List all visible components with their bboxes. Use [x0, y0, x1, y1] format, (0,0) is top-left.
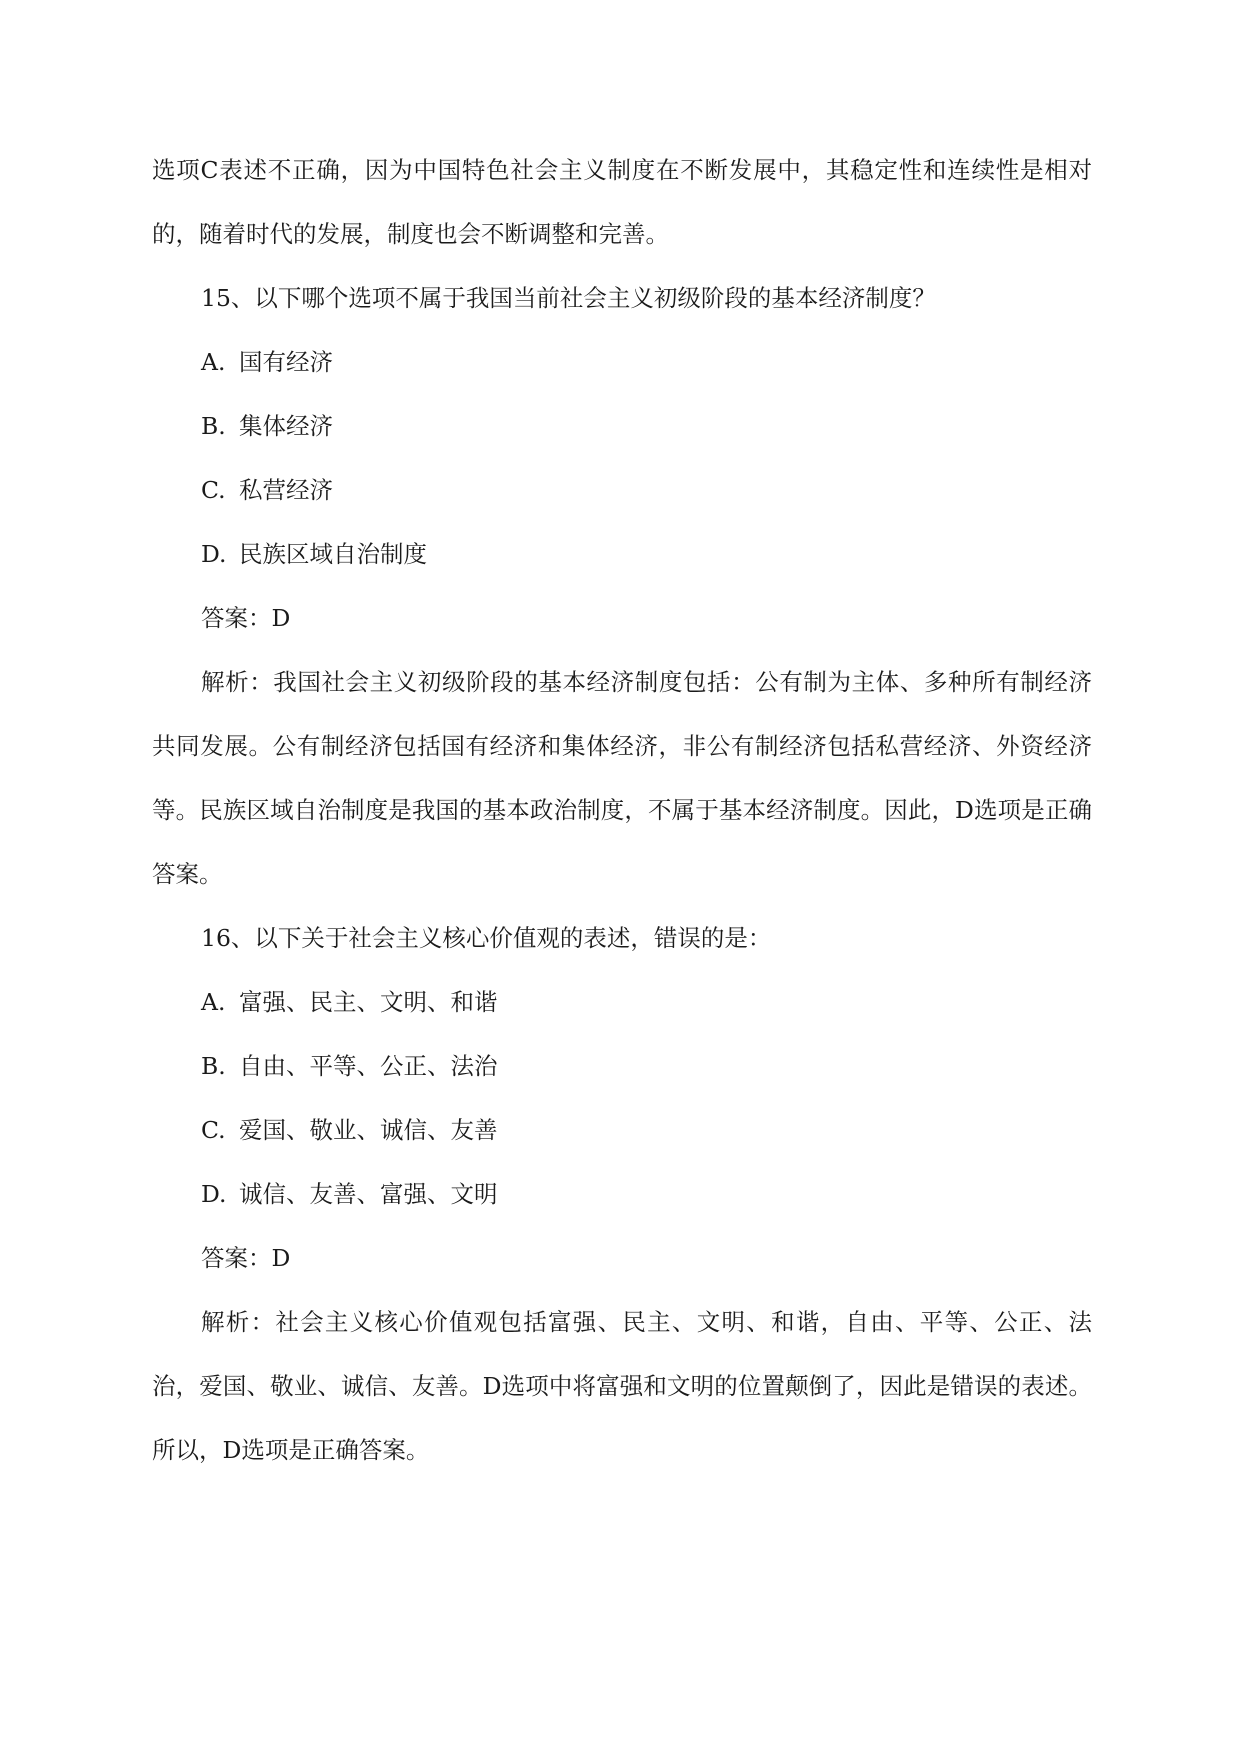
option-text: 诚信、友善、富强、文明 — [239, 1180, 498, 1208]
question-16: 16、以下关于社会主义核心价值观的表述，错误的是： — [201, 924, 772, 952]
option-letter: C. — [201, 1116, 226, 1144]
option-text: 集体经济 — [239, 412, 333, 440]
q15-option-a — [152, 330, 1092, 394]
option-text: 私营经济 — [239, 476, 333, 504]
option-letter: D. — [201, 540, 227, 568]
option-letter: B. — [201, 1052, 226, 1080]
option-letter: A. — [201, 348, 226, 376]
q15-answer: 答案：D — [201, 604, 291, 632]
option-letter: A. — [201, 988, 226, 1016]
option-letter: B. — [201, 412, 226, 440]
option-text: 国有经济 — [239, 348, 333, 376]
q15-option-c — [152, 458, 1092, 522]
q16-option-c — [152, 1098, 1092, 1162]
q16-option-d — [152, 1162, 1092, 1226]
q15-option-d — [152, 522, 1092, 586]
q16-analysis: 解析：社会主义核心价值观包括富强、民主、文明、和谐，自由、平等、公正、法治，爱国、敬业、诚信、友善。D选项中将富强和文明的位置颠倒了，因此是错误的表述。所以，D选项是正确答案。 — [152, 1308, 1092, 1464]
option-text: 自由、平等、公正、法治 — [239, 1052, 498, 1080]
intro-paragraph: 选项C表述不正确，因为中国特色社会主义制度在不断发展中，其稳定性和连续性是相对的，随着时代的发展，制度也会不断调整和完善。 — [152, 156, 1092, 248]
q15-option-b — [152, 394, 1092, 458]
q16-option-b — [152, 1034, 1092, 1098]
q16-option-a — [152, 970, 1092, 1034]
q15-analysis: 解析：我国社会主义初级阶段的基本经济制度包括：公有制为主体、多种所有制经济共同发展。公有制经济包括国有经济和集体经济，非公有制经济包括私营经济、外资经济等。民族区域自治制度是我国的基本政治制度，不属于基本经济制度。因此，D选项是正确答案。 — [152, 668, 1092, 888]
option-text: 爱国、敬业、诚信、友善 — [239, 1116, 498, 1144]
option-text: 民族区域自治制度 — [239, 540, 427, 568]
option-text: 富强、民主、文明、和谐 — [239, 988, 498, 1016]
q16-answer: 答案：D — [201, 1244, 291, 1272]
option-letter: D. — [201, 1180, 227, 1208]
option-letter: C. — [201, 476, 226, 504]
question-15: 15、以下哪个选项不属于我国当前社会主义初级阶段的基本经济制度？ — [201, 284, 936, 312]
document-content — [152, 138, 1092, 1482]
